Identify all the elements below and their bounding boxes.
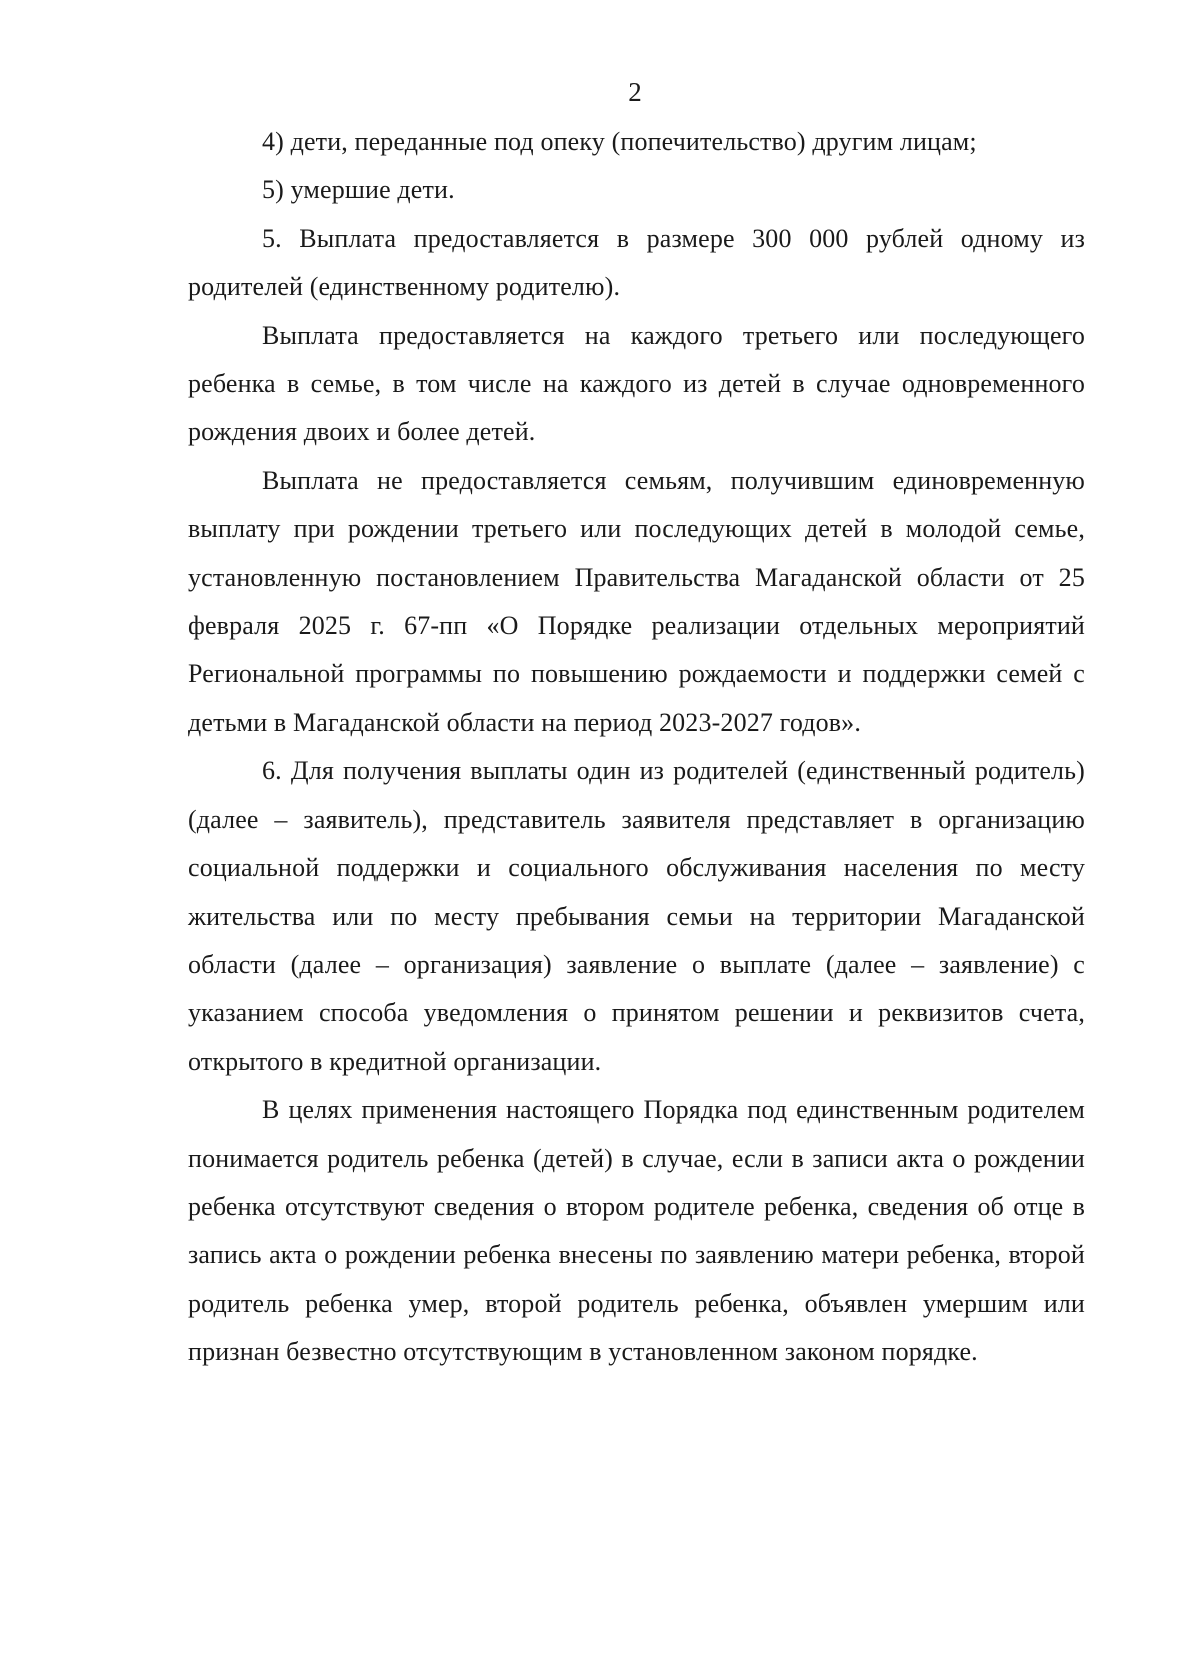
document-body — [188, 118, 1085, 1377]
paragraph-payment-per-child: Выплата предоставляется на каждого третьего или последующего ребенка в семье, в том числе на каждого из детей в случае одновременного рождения двоих и более детей. — [188, 320, 1085, 447]
page-number: 2 — [628, 77, 642, 107]
paragraph-single-parent-definition: В целях применения настоящего Порядка под единственным родителем понимается родитель ребенка (детей) в случае, если в записи акта о рождении ребенка отсутствуют сведения о втором родителе ребенка, сведения об отце в запись акта о рождении ребенка внесены по заявлению матери ребенка, второй родитель ребенка умер, второй родитель ребенка, объявлен умершим или признан безвестно отсутствующим в установленном законом порядке. — [188, 1095, 1085, 1367]
paragraph-payment-exclusion: Выплата не предоставляется семьям, получившим единовременную выплату при рождении третьего или последующих детей в молодой семье, установленную постановлением Правительства Магаданской области от 25 февраля 2025 г. 67-пп «О Порядке реализации отдельных мероприятий Региональной программы по повышению рождаемости и поддержки семей с детьми в Магаданской области на период 2023-2027 годов». — [188, 465, 1085, 737]
paragraph-list-item-5: 5) умершие дети. — [262, 175, 455, 205]
paragraph-clause-6: 6. Для получения выплаты один из родителей (единственный родитель) (далее – заявитель), представитель заявителя представляет в организацию социальной поддержки и социального обслуживания населения по месту жительства или по месту пребывания семьи на территории Магаданской области (далее – организация) заявление о выплате (далее – заявление) с указанием способа уведомления о принятом решении и реквизитов счета, открытого в кредитной организации. — [188, 756, 1085, 1076]
paragraph-list-item-4: 4) дети, переданные под опеку (попечительство) другим лицам; — [262, 127, 977, 156]
paragraph-clause-5: 5. Выплата предоставляется в размере 300 000 рублей одному из родителей (единственному родителю). — [188, 223, 1085, 302]
